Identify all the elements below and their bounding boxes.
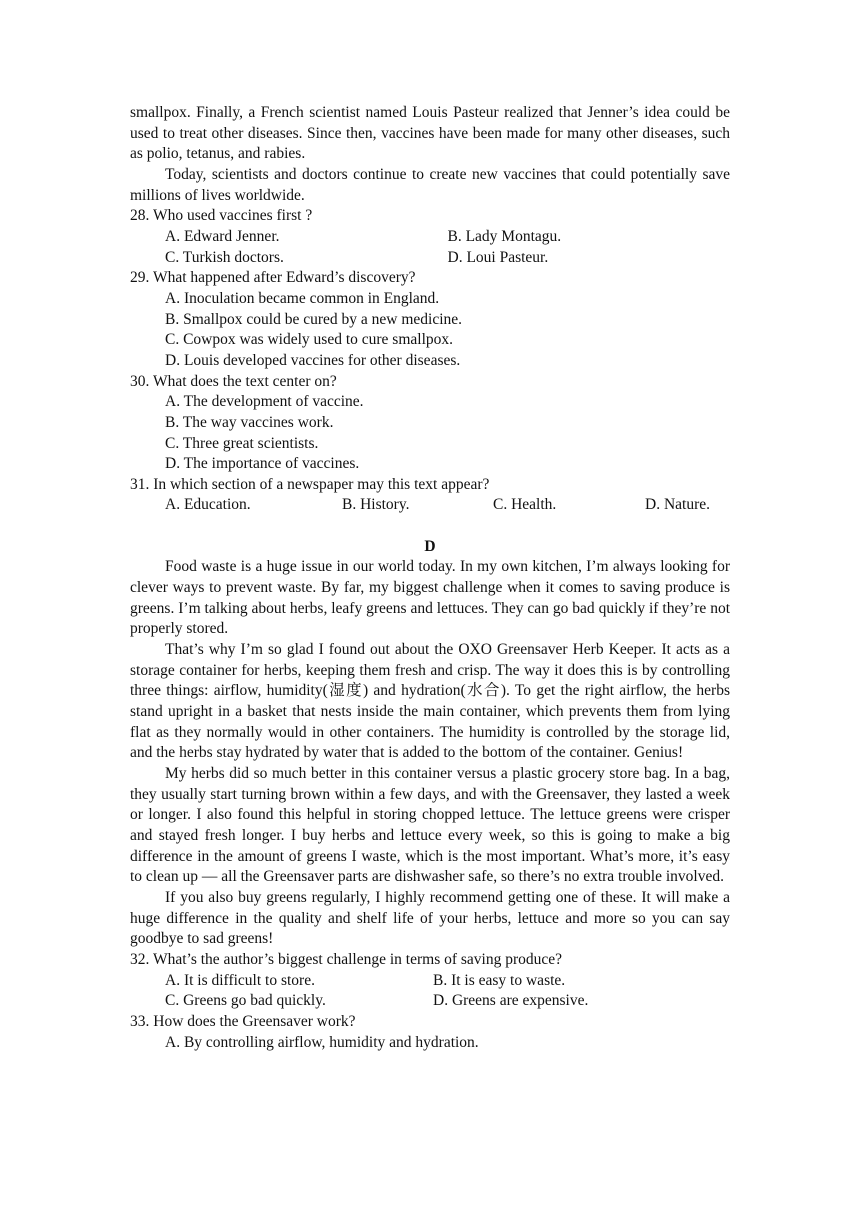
- option-c: C. Cowpox was widely used to cure smallpox.: [165, 331, 454, 349]
- passage-paragraph: smallpox. Finally, a French scientist named Louis Pasteur realized that Jenner’s idea could be used to treat other diseases. Since then, vaccines have been made for many other diseases, such as polio, tetanus, and rabies.: [130, 104, 730, 163]
- option-a: A. The development of vaccine.: [165, 393, 364, 411]
- option-row: [130, 227, 730, 248]
- question-stem: 31. In which section of a newspaper may this text appear?: [130, 475, 490, 493]
- question-28: [130, 206, 730, 268]
- option-row: [130, 971, 730, 992]
- option-a: A. Inoculation became common in England.: [165, 289, 440, 307]
- question-29: [130, 268, 730, 371]
- option-b: B. Lady Montagu.: [447, 227, 562, 245]
- question-stem: 33. How does the Greensaver work?: [130, 1012, 356, 1030]
- passage-paragraph: My herbs did so much better in this container versus a plastic grocery store bag. In a bag, they usually start turning brown within a few days, and with the Greensaver, they lasted a week or longer. I also found this helpful in storing chopped lettuce. The lettuce greens were crisper and stayed fresh longer. I buy herbs and lettuce every week, so this is going to make a big difference in the amount of greens I waste, which is the most important. What’s more, it’s easy to clean up — all the Greensaver parts are dishwasher safe, so there’s no extra trouble involved.: [130, 764, 730, 886]
- option-d: D. The importance of vaccines.: [165, 455, 360, 473]
- option-d: D. Louis developed vaccines for other diseases.: [165, 351, 461, 369]
- question-32: [130, 950, 730, 1012]
- option-b: B. The way vaccines work.: [165, 413, 334, 431]
- option-d: D. Nature.: [645, 496, 710, 514]
- option-row: [130, 248, 730, 269]
- option-c: C. Greens go bad quickly.: [165, 992, 326, 1010]
- option-c: C. Three great scientists.: [165, 434, 319, 452]
- option-a: A. Edward Jenner.: [165, 227, 280, 245]
- option-b: B. History.: [342, 496, 410, 514]
- passage-paragraph: Food waste is a huge issue in our world today. In my own kitchen, I’m always looking for clever ways to prevent waste. By far, my biggest challenge when it comes to saving produce is greens. I’m talking about herbs, leafy greens and lettuces. They can go bad quickly if they’re not properly stored.: [130, 558, 730, 638]
- question-31: [130, 475, 730, 516]
- option-row: [130, 495, 730, 516]
- question-stem: 30. What does the text center on?: [130, 372, 337, 390]
- section-title: D: [424, 537, 436, 555]
- option-b: B. It is easy to waste.: [433, 971, 566, 989]
- option-a: A. By controlling airflow, humidity and hydration.: [165, 1033, 479, 1051]
- document-content: [130, 103, 730, 1053]
- question-stem: 32. What’s the author’s biggest challenge in terms of saving produce?: [130, 950, 563, 968]
- option-a: A. It is difficult to store.: [165, 971, 315, 989]
- option-b: B. Smallpox could be cured by a new medicine.: [165, 310, 463, 328]
- option-c: C. Turkish doctors.: [165, 248, 284, 266]
- question-30: [130, 372, 730, 475]
- passage-paragraph: That’s why I’m so glad I found out about the OXO Greensaver Herb Keeper. It acts as a storage container for herbs, keeping them fresh and crisp. The way it does this is by controlling three things: airflow, humidity(湿度) and hydration(水合). To get the right airflow, the herbs stand upright in a basket that nests inside the main container, which prevents them from lying flat as they normally would in other containers. The humidity is controlled by the storage lid, and the herbs stay hydrated by water that is added to the bottom of the container. Genius!: [130, 641, 730, 762]
- option-d: D. Greens are expensive.: [433, 992, 589, 1010]
- passage-paragraph: Today, scientists and doctors continue to create new vaccines that could potentially save millions of lives worldwide.: [130, 165, 730, 204]
- option-d: D. Loui Pasteur.: [447, 248, 549, 266]
- question-stem: 28. Who used vaccines first ?: [130, 207, 313, 225]
- passage-paragraph: If you also buy greens regularly, I highly recommend getting one of these. It will make a huge difference in the quality and shelf life of your herbs, lettuce and more so you can say goodbye to sad greens!: [130, 888, 730, 948]
- question-33: [130, 1012, 730, 1053]
- option-row: [130, 991, 730, 1012]
- option-c: C. Health.: [493, 496, 557, 514]
- option-a: A. Education.: [165, 496, 251, 514]
- question-stem: 29. What happened after Edward’s discovery?: [130, 269, 416, 287]
